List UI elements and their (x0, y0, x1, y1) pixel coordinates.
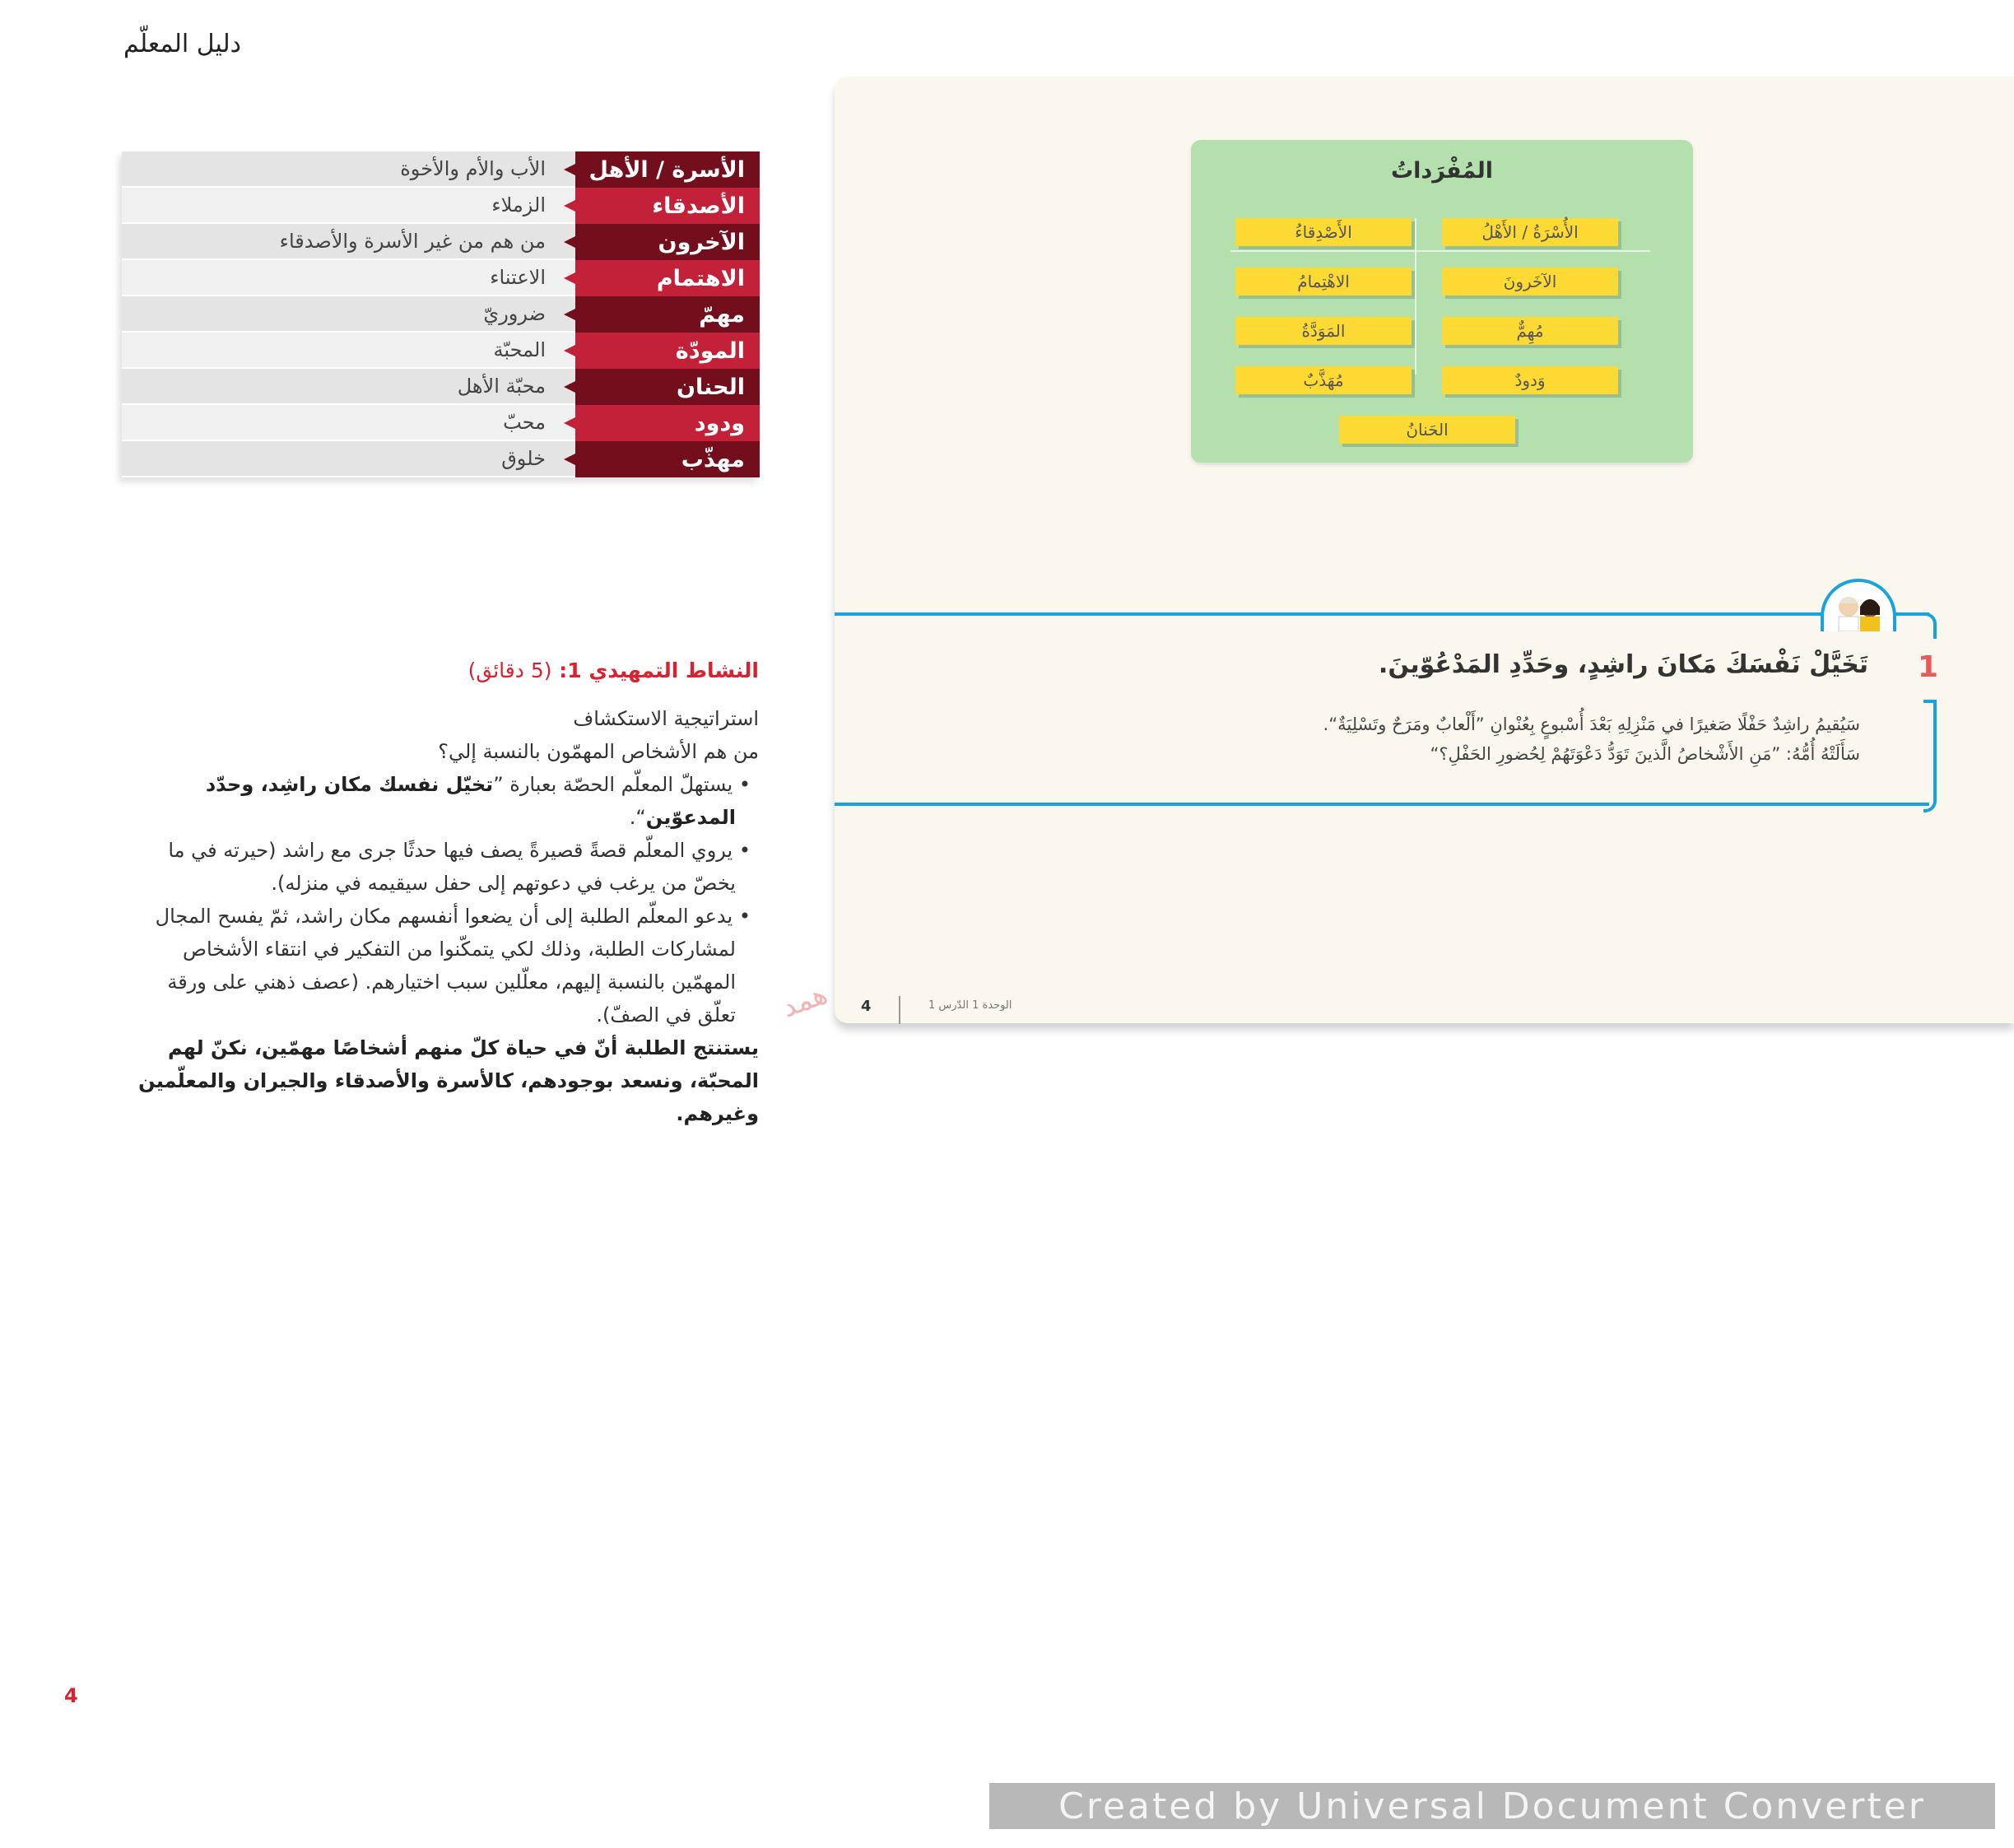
divider (1415, 218, 1416, 375)
vocab-definition: محبّة الأهل (122, 369, 575, 405)
exercise-rule (835, 803, 1929, 806)
book-footer: الوحدة 1 الدّرس 1 (928, 999, 1012, 1012)
vocabulary-box (1191, 140, 1693, 463)
table-row (122, 151, 760, 188)
vocab-card: المَوَدَّةُ (1235, 317, 1412, 345)
vocab-card: الأَصْدِقاءُ (1235, 218, 1412, 246)
vocab-definition: ضروريّ (122, 296, 575, 333)
table-row (122, 188, 760, 224)
vocab-term: الأصدقاء (575, 188, 760, 224)
activity-bullet: • يروي المعلّم قصةً قصيرةً يصف فيها حدثًا جرى مع راشد (حيرته في ما يخصّ من يرغب في دعوتهم إلى حفل سيقيمه في منزله). (132, 834, 759, 900)
bullet-text: “. (629, 806, 646, 829)
vocab-definition: الزملاء (122, 188, 575, 224)
vocab-term: الاهتمام (575, 260, 760, 296)
table-row (122, 296, 760, 333)
vocab-term: المودّة (575, 333, 760, 369)
exercise-bracket (1923, 700, 1937, 812)
exercise-number: 1 (1918, 650, 1939, 684)
vocab-definition: محبّ (122, 405, 575, 441)
exercise-rule (835, 612, 1929, 616)
book-page-number: 4 (861, 998, 872, 1015)
footer-divider (899, 996, 900, 1024)
vocab-card: الأُسْرَةُ / الأَهْلُ (1442, 218, 1618, 246)
table-row (122, 369, 760, 405)
activity-title (132, 654, 759, 687)
vocabulary-table (122, 151, 760, 477)
page-number: 4 (64, 1684, 78, 1707)
vocab-card: مُهَذَّبٌ (1235, 366, 1412, 394)
vocab-definition: الأب والأم والأخوة (122, 151, 575, 188)
bullet-bold-text: تخيّل نفسك مكان راشِد، وحدّد المدعوّين (205, 773, 736, 829)
guide-title: دليل المعلّم (123, 30, 241, 58)
table-row (122, 224, 760, 260)
exercise-line: سَيُقيمُ راشِدٌ حَفْلًا صَغيرًا في مَنْزِلِهِ بَعْدَ أُسْبوعٍ بِعُنْوانِ ”أَلْعابٌ ومَرَحٌ وتَسْلِيَةٌ“. (1323, 715, 1860, 734)
activity-title-text: النشاط التمهيدي 1: (559, 659, 759, 682)
table-row (122, 260, 760, 296)
exercise-line: سَأَلَتْهُ أُمُّهُ: ”مَنِ الأَشْخاصُ الَّذينَ تَوَدُّ دَعْوَتَهُمْ لِحُضورِ الحَفْلِ؟“ (1430, 744, 1860, 764)
vocab-term: الحنان (575, 369, 760, 405)
activity-strategy: استراتيجية الاستكشاف (573, 707, 759, 730)
vocab-definition: المحبّة (122, 333, 575, 369)
table-row (122, 441, 760, 477)
vocab-term: ودود (575, 405, 760, 441)
activity-bullet: • يدعو المعلّم الطلبة إلى أن يضعوا أنفسهم مكان راشد، ثمّ يفسح المجال لمشاركات الطلبة، وذلك لكي يتمكّنوا من التفكير في انتقاء الأشخاص المهمّين بالنسبة إليهم، معلّلين سبب اختيارهم. (عصف ذهني على ورقة تعلّق في الصفّ). (132, 900, 759, 1031)
vocab-definition: خلوق (122, 441, 575, 477)
vocab-card: الآخَرونَ (1442, 268, 1618, 296)
table-row (122, 333, 760, 369)
activity-duration: (5 دقائق) (467, 659, 552, 682)
activity-section (132, 654, 759, 1130)
vocab-term: الأسرة / الأهل (575, 151, 760, 188)
vocab-card: مُهِمٌّ (1442, 317, 1618, 345)
divider (1230, 250, 1650, 252)
watermark: Created by Universal Document Converter (989, 1783, 1995, 1829)
vocab-card: الاهْتِمامُ (1235, 268, 1412, 296)
activity-bullet (132, 768, 759, 834)
vocab-term: مهذّب (575, 441, 760, 477)
activity-question: من هم الأشخاص المهمّون بالنسبة إلي؟ (438, 740, 759, 763)
vocab-card: وَدودٌ (1442, 366, 1618, 394)
stamp-icon: ﻫﻤﺪ (777, 977, 832, 1025)
exercise-text (1136, 710, 1860, 769)
vocab-term: الآخرون (575, 224, 760, 260)
vocabulary-box-title: المُفْرَداتُ (1391, 158, 1493, 184)
vocab-definition: من هم من غير الأسرة والأصدقاء (122, 224, 575, 260)
vocab-card: الحَنانُ (1339, 416, 1515, 444)
exercise-title: تَخَيَّلْ نَفْسَكَ مَكانَ راشِدٍ، وحَدِّدِ المَدْعُوّينَ. (1378, 650, 1868, 679)
vocab-definition: الاعتناء (122, 260, 575, 296)
activity-conclusion: يستنتج الطلبة أنّ في حياة كلّ منهم أشخاصًا مهمّين، نكنّ لهم المحبّة، ونسعد بوجودهم، كالأسرة والأصدقاء والجيران والمعلّمين وغيرهم. (138, 1036, 759, 1125)
bullet-text: يستهلّ المعلّم الحصّة بعبارة ” (493, 773, 733, 796)
vocab-term: مهمّ (575, 296, 760, 333)
table-row (122, 405, 760, 441)
